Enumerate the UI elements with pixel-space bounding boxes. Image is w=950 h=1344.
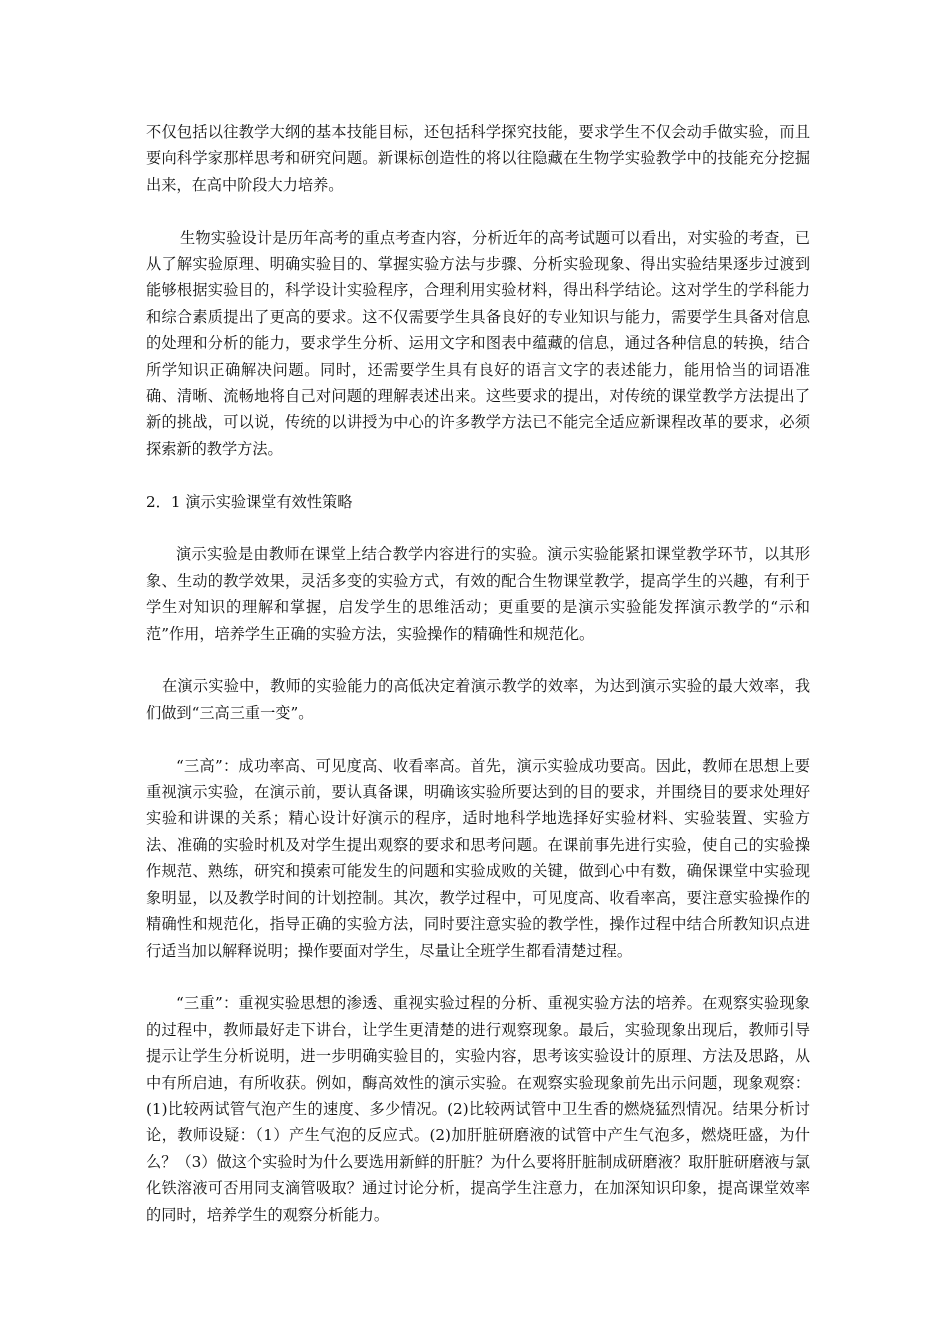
paragraph-three-high-three-heavy: 在演示实验中，教师的实验能力的高低决定着演示教学的效率，为达到演示实验的最大效率，我们做到“三高三重一变”。 — [146, 677, 810, 722]
section-heading-2-1: 2．1 演示实验课堂有效性策略 — [146, 492, 353, 511]
document-body — [146, 119, 810, 1254]
paragraph-skills-intro: 不仅包括以往教学大纲的基本技能目标，还包括科学探究技能，要求学生不仅会动手做实验，而且要向科学家那样思考和研究问题。新课标创造性的将以往隐藏在生物学实验教学中的技能充分挖掘出来，在高中阶段大力培养。 — [146, 123, 810, 194]
paragraph-demonstration-experiment: 演示实验是由教师在课堂上结合教学内容进行的实验。演示实验能紧扣课堂教学环节，以其形象、生动的教学效果，灵活多变的实验方式，有效的配合生物课堂教学，提高学生的兴趣，有利于学生对知识的理解和掌握，启发学生的思维活动；更重要的是演示实验能发挥演示教学的“示和范”作用，培养学生正确的实验方法，实验操作的精确性和规范化。 — [146, 545, 810, 643]
paragraph-three-high: “三高”：成功率高、可见度高、收看率高。首先，演示实验成功要高。因此，教师在思想上要重视演示实验，在演示前，要认真备课，明确该实验所要达到的目的要求，并围绕目的要求处理好实验和讲课的关系；精心设计好演示的程序，适时地科学地选择好实验材料、实验装置、实验方法、准确的实验时机及对学生提出观察的要求和思考问题。在课前事先进行实验，使自己的实验操作规范、熟练，研究和摸索可能发生的问题和实验成败的关键，做到心中有数，确保课堂中实验现象明显，以及教学时间的计划控制。其次，教学过程中，可见度高、收看率高，要注意实验操作的精确性和规范化，指导正确的实验方法，同时要注意实验的教学性，操作过程中结合所教知识点进行适当加以解释说明；操作要面对学生，尽量让全班学生都看清楚过程。 — [146, 756, 810, 960]
paragraph-three-heavy: “三重”：重视实验思想的渗透、重视实验过程的分析、重视实验方法的培养。在观察实验现象的过程中，教师最好走下讲台，让学生更清楚的进行观察现象。最后，实验现象出现后，教师引导提示让学生分析说明，进一步明确实验目的，实验内容，思考该实验设计的原理、方法及思路，从中有所启迪，有所收获。例如，酶高效性的演示实验。在观察实验现象前先出示问题，现象观察：(1)比较两试管气泡产生的速度、多少情况。(2)比较两试管中卫生香的燃烧猛烈情况。结果分析讨论，教师设疑：（1）产生气泡的反应式。(2)加肝脏研磨液的试管中产生气泡多，燃烧旺盛，为什么？（3）做这个实验时为什么要选用新鲜的肝脏？为什么要将肝脏制成研磨液？取肝脏研磨液与氯化铁溶液可否用同支滴管吸取？通过讨论分析，提高学生注意力，在加深知识印象，提高课堂效率的同时，培养学生的观察分析能力。 — [146, 994, 810, 1224]
paragraph-experiment-design: 生物实验设计是历年高考的重点考查内容，分析近年的高考试题可以看出，对实验的考查，已从了解实验原理、明确实验目的、掌握实验方法与步骤、分析实验现象、得出实验结果逐步过渡到能够根据实验目的，科学设计实验程序，合理利用实验材料，得出科学结论。这对学生的学科能力和综合素质提出了更高的要求。这不仅需要学生具备良好的专业知识与能力，需要学生具备对信息的处理和分析的能力，要求学生分析、运用文字和图表中蕴藏的信息，通过各种信息的转换，结合所学知识正确解决问题。同时，还需要学生具有良好的语言文字的表述能力，能用恰当的词语准确、清晰、流畅地将自己对问题的理解表述出来。这些要求的提出，对传统的课堂教学方法提出了新的挑战，可以说，传统的以讲授为中心的许多教学方法已不能完全适应新课程改革的要求，必须探索新的教学方法。 — [146, 228, 810, 458]
